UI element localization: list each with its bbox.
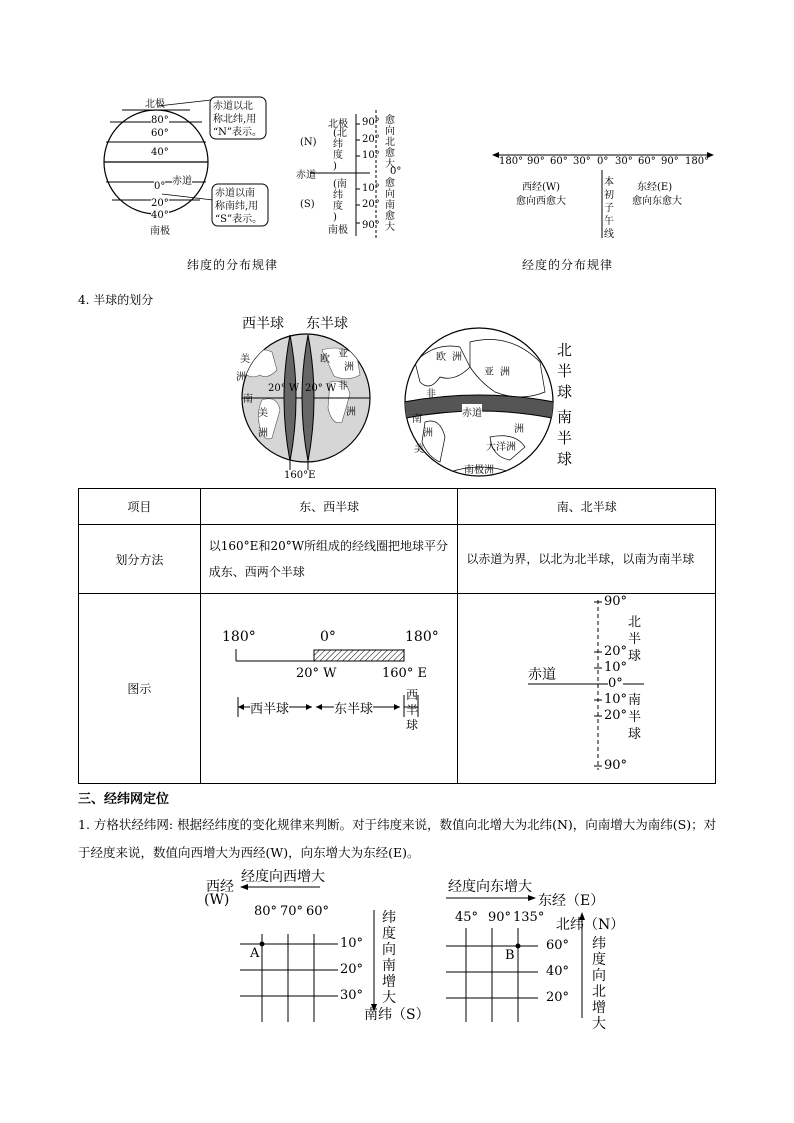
lat-40: 40°: [151, 147, 169, 158]
ns-north-label: 北 半 球: [628, 615, 642, 664]
grid-right-lat-60: 60°: [546, 938, 570, 953]
north-increase: 愈 向 北 愈 大: [385, 115, 395, 170]
scale-90-top: 90°: [362, 117, 380, 128]
globe-cont-zhou2: 洲: [258, 428, 268, 439]
east-lon-label: 东经(E): [637, 182, 673, 193]
table-header-ew: 东、西半球: [200, 489, 458, 525]
grid-left-point-a: A: [250, 946, 260, 961]
lon-tick-60e: 60°: [638, 156, 656, 167]
ns-0: 0°: [608, 676, 623, 691]
rglobe-zhou2: 洲: [500, 367, 510, 378]
table-row1-ns: 以赤道为界，以北为北半球，以南为南半球: [458, 525, 716, 594]
grid-right-lon-45: 45°: [455, 910, 479, 925]
scale-south-s: (S): [300, 199, 315, 210]
globe-cont-zhou3: 洲: [344, 362, 354, 373]
globe-cont-ou: 欧: [320, 354, 330, 365]
grid-left-lat-20: 20°: [340, 962, 364, 977]
east-hemisphere-label: 东半球: [306, 316, 348, 332]
rglobe-fei: 非: [426, 389, 436, 400]
grid-left-lat-30: 30°: [340, 988, 364, 1003]
scale-10-bot: 10°: [362, 183, 380, 194]
table-row2-label: 图示: [79, 594, 201, 784]
south-increase: 愈 向 南 愈 大: [385, 178, 395, 233]
ew-180-left: 180°: [222, 629, 256, 645]
north-pole-label: 北极: [145, 99, 165, 110]
north-south-hemisphere-globe: [400, 322, 558, 484]
scale-north-word: (北 纬 度 ): [333, 128, 347, 172]
globe-cont-ya: 亚: [338, 349, 348, 360]
scale-10-top: 10°: [362, 150, 380, 161]
ew-e160: 160° E: [382, 666, 427, 681]
north-hemisphere-label: 北 半 球: [557, 341, 573, 401]
globe-cont-zhou1: 洲: [236, 372, 246, 383]
lon-tick-180w: 180°: [499, 156, 524, 167]
grid-left-lat-10: 10°: [340, 936, 364, 951]
grid-right-point-b: B: [505, 948, 515, 963]
rglobe-zhou1: 洲: [452, 352, 462, 363]
grid-left-lat-rule: 纬 度 向 南 增 大: [382, 910, 396, 1006]
scale-north-pole: 北极: [328, 119, 348, 130]
rglobe-zhou3: 洲: [423, 428, 433, 439]
lon-tick-30w: 30°: [573, 156, 591, 167]
ns-10-bot: 10°: [604, 692, 628, 707]
rglobe-zhou4: 洲: [514, 424, 524, 435]
ew-west-short: 西 半 球: [406, 688, 419, 732]
rglobe-ya: 亚: [484, 367, 494, 378]
lat-equator-label: 赤道: [172, 172, 192, 187]
scale-20-top: 20°: [362, 134, 380, 145]
ns-90-bot: 90°: [604, 758, 628, 773]
lon-tick-60w: 60°: [550, 156, 568, 167]
globe-e160: 160°E: [284, 470, 316, 481]
table-row1-label: 划分方法: [79, 525, 201, 594]
scale-zero: 0°: [390, 166, 402, 177]
west-hemisphere-label: 西半球: [242, 316, 284, 332]
globe-cont-mei2: 美: [258, 408, 268, 419]
table-header-ns: 南、北半球: [458, 489, 716, 525]
grid-right-north-label: 北纬（N）: [556, 917, 625, 933]
grid-left-west-label: 西经: [206, 879, 234, 895]
globe-cont-nan: 南: [243, 394, 253, 405]
east-lon-rule: 愈向东愈大: [632, 196, 682, 207]
rglobe-mei: 美: [414, 444, 424, 455]
prime-meridian-label: 本 初 子 午 线: [604, 177, 614, 240]
grid-right-lon-135: 135°: [513, 910, 545, 925]
ns-20-bot: 20°: [604, 708, 628, 723]
section-3-paragraph: 1. 方格状经纬网: 根据经纬度的变化规律来判断。对于纬度来说，数值向北增大为北纬(N)，向南增大为南纬(S)；对于经度来说，数值向西增大为西经(W)，向东增大为东经(E)。: [78, 817, 717, 860]
lon-tick-0: 0°: [597, 156, 609, 167]
west-lon-rule: 愈向西愈大: [516, 196, 566, 207]
lat-0: 0°: [154, 181, 166, 192]
scale-20-bot: 20°: [362, 199, 380, 210]
section-3-heading: 三、经纬网定位: [78, 792, 170, 807]
latitude-caption: 纬度的分布规律: [187, 258, 279, 272]
ew-west-label: 西半球: [250, 698, 289, 717]
lon-tick-90w: 90°: [527, 156, 545, 167]
globe-w20-left: 20° W: [268, 383, 300, 394]
grid-right-lat-40: 40°: [546, 964, 570, 979]
grid-right-lat-rule: 纬 度 向 北 增 大: [592, 936, 606, 1032]
lon-tick-90e: 90°: [661, 156, 679, 167]
table-header-item: 项目: [79, 489, 201, 525]
scale-90-bot: 90°: [362, 220, 380, 231]
globe-cont-zhou4: 洲: [346, 407, 356, 418]
globe-w20-right: 20° W: [305, 383, 337, 394]
grid-right-lat-20: 20°: [546, 990, 570, 1005]
ew-zero: 0°: [320, 629, 336, 645]
rglobe-nan: 南: [412, 414, 422, 425]
scale-north-n: (N): [300, 137, 317, 148]
globe-cont-mei: 美: [240, 354, 250, 365]
south-hemisphere-label: 南 半 球: [557, 408, 573, 468]
south-pole-label: 南极: [150, 226, 170, 237]
grid-left-lon-80: 80°: [254, 904, 278, 919]
ns-90-top: 90°: [604, 594, 628, 609]
grid-left-lon-70: 70°: [280, 904, 304, 919]
grid-right-east-label: 东经（E）: [538, 893, 605, 909]
west-lon-label: 西经(W): [522, 182, 561, 193]
grid-right-lon-rule: 经度向东增大: [448, 879, 532, 895]
rglobe-dayangzhou: 大洋洲: [486, 442, 516, 453]
north-south-division-diagram: [520, 596, 670, 774]
ew-east-label: 东半球: [334, 698, 373, 717]
grid-left-lon-rule: 经度向西增大: [241, 869, 325, 885]
longitude-caption: 经度的分布规律: [522, 258, 614, 272]
lat-60: 60°: [151, 128, 169, 139]
scale-equator: 赤道: [296, 170, 316, 181]
grid-right-lon-90: 90°: [488, 910, 512, 925]
rglobe-equator: 赤道: [462, 404, 482, 419]
rglobe-nanjizhou: 南极洲: [464, 465, 494, 476]
lat-20s: 20°: [151, 198, 169, 209]
section-4-heading: 4. 半球的划分: [78, 293, 154, 307]
ew-180-right: 180°: [405, 629, 439, 645]
grid-left-south-label: 南纬（S）: [364, 1007, 430, 1023]
grid-left-west-code: (W): [204, 892, 230, 908]
ns-south-label: 南 半 球: [628, 693, 642, 742]
rglobe-ou: 欧: [436, 352, 446, 363]
lat-40s: 40°: [151, 210, 169, 221]
globe-cont-fei: 非: [338, 381, 348, 392]
ew-w20: 20° W: [296, 666, 337, 681]
note-south: 赤道以南 称南纬,用 “S”表示。: [215, 188, 263, 225]
ns-20-top: 20°: [604, 644, 628, 659]
table-row1-ew: 以160°E和20°W所组成的经线圈把地球平分成东、西两个半球: [200, 525, 458, 594]
ns-equator: 赤道: [528, 667, 556, 683]
note-north: 赤道以北 称北纬,用 “N”表示。: [213, 101, 262, 138]
lon-tick-180e: 180°: [685, 156, 710, 167]
grid-left-lon-60: 60°: [306, 904, 330, 919]
ns-10-top: 10°: [604, 660, 628, 675]
scale-south-word: (南 纬 度 ): [333, 179, 347, 223]
scale-south-pole: 南极: [328, 225, 348, 236]
lat-80: 80°: [151, 115, 169, 126]
lon-tick-30e: 30°: [615, 156, 633, 167]
